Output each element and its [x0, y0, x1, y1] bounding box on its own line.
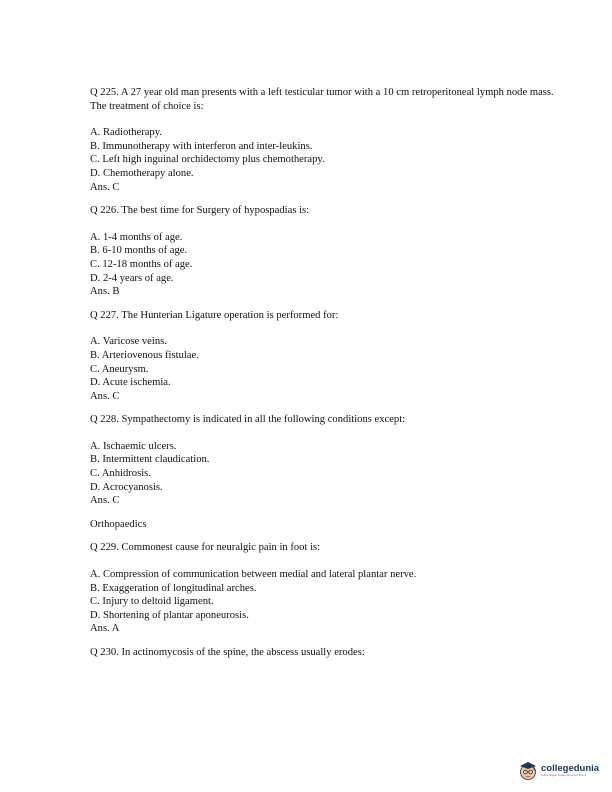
option-b: B. Arteriovenous fistulae.	[90, 349, 199, 361]
option-c: C. Injury to deltoid ligament.	[90, 596, 214, 608]
option-a: A. Ischaemic ulcers.	[90, 440, 177, 452]
option-c: C. Left high inguinal orchidectomy plus chemotherapy.	[90, 154, 325, 166]
options-list	[90, 126, 560, 180]
answer: Ans. C	[90, 181, 120, 193]
section-heading: Orthopaedics	[90, 518, 147, 530]
question-225	[90, 86, 560, 194]
question-227	[90, 309, 560, 404]
option-d: D. 2-4 years of age.	[90, 272, 174, 284]
collegedunia-logo	[518, 758, 602, 784]
question-text: Q 225. A 27 year old man presents with a left testicular tumor with a 10 cm retroperitoneal lymph node mass. The treatment of choice is:	[90, 87, 554, 112]
question-text: Q 230. In actinomycosis of the spine, the abscess usually erodes:	[90, 647, 365, 658]
answer: Ans. B	[90, 286, 120, 298]
options-list	[90, 568, 560, 622]
option-c: C. Aneurysm.	[90, 363, 149, 375]
document-page	[90, 86, 560, 673]
option-a: A. Compression of communication between medial and lateral plantar nerve.	[90, 569, 417, 581]
options-list	[90, 440, 560, 494]
logo-tagline: India's largest Student Review Platform	[541, 773, 587, 777]
option-a: A. Varicose veins.	[90, 336, 167, 348]
answer: Ans. C	[90, 390, 120, 402]
options-list	[90, 335, 560, 389]
question-228	[90, 413, 560, 508]
option-d: D. Acute ischemia.	[90, 377, 171, 389]
logo-name: collegedunia	[541, 763, 600, 775]
question-229	[90, 541, 560, 636]
options-list	[90, 231, 560, 285]
question-226	[90, 204, 560, 299]
answer: Ans. A	[90, 623, 120, 635]
option-b: B. Immunotherapy with interferon and inter-leukins.	[90, 140, 313, 152]
option-a: A. Radiotherapy.	[90, 127, 162, 139]
student-mascot-icon	[518, 760, 538, 782]
option-d: D. Shortening of plantar aponeurosis.	[90, 609, 249, 621]
question-text: Q 226. The best time for Surgery of hypospadias is:	[90, 205, 310, 217]
answer: Ans. C	[90, 495, 120, 507]
option-d: D. Acrocyanosis.	[90, 481, 163, 493]
question-text: Q 228. Sympathectomy is indicated in all the following conditions except:	[90, 414, 406, 426]
option-b: B. Exaggeration of longitudinal arches.	[90, 582, 257, 594]
option-d: D. Chemotherapy alone.	[90, 167, 194, 179]
question-text: Q 227. The Hunterian Ligature operation is performed for:	[90, 309, 339, 321]
logo-text	[541, 764, 599, 777]
option-b: B. 6-10 months of age.	[90, 245, 188, 257]
option-c: C. Anhidrosis.	[90, 468, 151, 480]
option-c: C. 12-18 months of age.	[90, 258, 193, 270]
option-a: A. 1-4 months of age.	[90, 231, 183, 243]
question-230	[90, 646, 560, 660]
question-text: Q 229. Commonest cause for neuralgic pain in foot is:	[90, 542, 321, 554]
option-b: B. Intermittent claudication.	[90, 454, 210, 466]
